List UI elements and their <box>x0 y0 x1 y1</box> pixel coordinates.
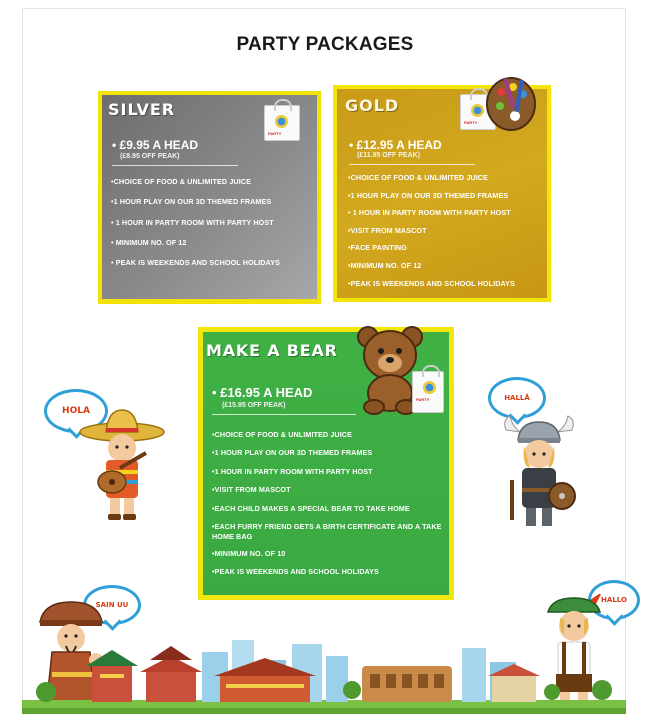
feature-item: •MINIMUM NO. OF 10 <box>212 548 286 558</box>
greeting-text: SAIN UU <box>95 601 129 609</box>
package-price: • £16.95 A HEAD <box>212 385 313 400</box>
greeting-text: HALLO <box>601 596 627 604</box>
package-offpeak-price: (£15.95 OFF PEAK) <box>222 402 286 409</box>
mexican-boy-illustration <box>78 408 166 524</box>
feature-item: •EACH CHILD MAKES A SPECIAL BEAR TO TAKE HOME <box>212 503 410 513</box>
feature-list <box>348 173 515 296</box>
feature-item: •1 HOUR IN PARTY ROOM WITH PARTY HOST <box>212 466 373 476</box>
feature-item: •PEAK IS WEEKENDS AND SCHOOL HOLIDAYS <box>212 567 379 577</box>
divider <box>349 164 475 165</box>
feature-item: •CHOICE OF FOOD & UNLIMITED JUICE <box>348 173 488 182</box>
feature-item: •VISIT FROM MASCOT <box>348 225 427 235</box>
feature-item: •1 HOUR PLAY ON OUR 3D THEMED FRAMES <box>348 190 509 200</box>
feature-item: •1 HOUR PLAY ON OUR 3D THEMED FRAMES <box>111 197 272 207</box>
world-city-skyline-illustration <box>22 630 626 714</box>
feature-item: • 1 HOUR IN PARTY ROOM WITH PARTY HOST <box>111 217 274 227</box>
viking-boy-illustration <box>500 414 578 532</box>
shopping-bag-icon: PARTY <box>412 371 444 413</box>
feature-item: •EACH FURRY FRIEND GETS A BIRTH CERTIFICATE AND A TAKE HOME BAG <box>212 521 442 541</box>
feature-item: •VISIT FROM MASCOT <box>212 485 291 495</box>
feature-item: •FACE PAINTING <box>348 243 407 253</box>
shopping-bag-icon: PARTY <box>460 94 496 130</box>
feature-item: • MINIMUM NO. OF 12 <box>111 237 187 247</box>
greeting-bubble-halla <box>488 377 546 419</box>
paint-palette-icon <box>483 72 539 134</box>
package-price: • £12.95 A HEAD <box>349 138 442 152</box>
greeting-text: HALLÅ <box>504 394 530 402</box>
package-title: GOLD <box>345 96 400 115</box>
package-offpeak-price: (£8.95 OFF PEAK) <box>120 153 180 160</box>
package-title: SILVER <box>108 100 176 119</box>
divider <box>112 165 238 166</box>
package-price: • £9.95 A HEAD <box>112 138 199 152</box>
feature-item: • 1 HOUR IN PARTY ROOM WITH PARTY HOST <box>348 208 511 218</box>
gold-package-card <box>333 85 551 302</box>
feature-item: •CHOICE OF FOOD & UNLIMITED JUICE <box>212 430 352 439</box>
feature-item: •PEAK IS WEEKENDS AND SCHOOL HOLIDAYS <box>348 278 515 288</box>
greeting-text: HOLA <box>62 406 90 416</box>
feature-item: •MINIMUM NO. OF 12 <box>348 260 422 270</box>
page-title: PARTY PACKAGES <box>236 34 414 55</box>
feature-item: •CHOICE OF FOOD & UNLIMITED JUICE <box>111 177 251 186</box>
feature-item: • PEAK IS WEEKENDS AND SCHOOL HOLIDAYS <box>111 258 280 268</box>
make-a-bear-package-card <box>198 327 454 600</box>
package-offpeak-price: (£11.95 OFF PEAK) <box>357 152 421 159</box>
feature-item: •1 HOUR PLAY ON OUR 3D THEMED FRAMES <box>212 448 373 458</box>
shopping-bag-icon: PARTY <box>264 105 300 141</box>
feature-list <box>111 177 280 278</box>
divider <box>212 414 356 415</box>
package-title: MAKE A BEAR <box>206 341 338 360</box>
feature-list <box>212 430 446 586</box>
silver-package-card <box>98 91 321 304</box>
